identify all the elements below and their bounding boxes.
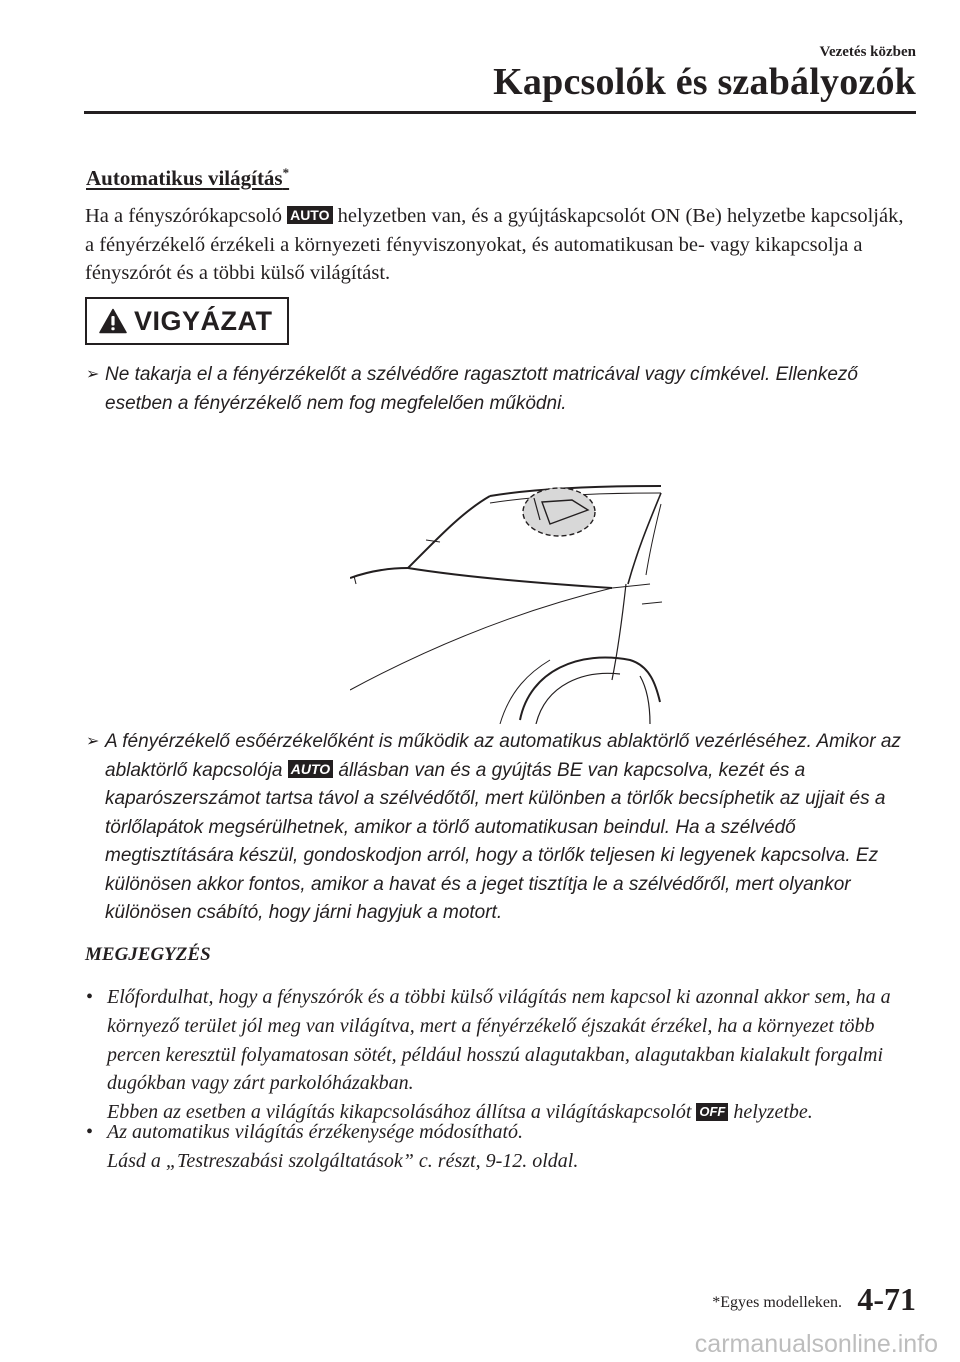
header-section: Vezetés közben (819, 44, 916, 60)
bullet: • (86, 986, 94, 1008)
caution-item (86, 361, 916, 418)
windshield-sensor-illustration (350, 480, 666, 724)
caution-text-start: A fényérzékelő esőérzékelőként is működik az automatikus ablaktörlő vezérléséhez. Amikor az ablaktörlő kapcsolója (105, 731, 901, 781)
page-number: 4-71 (857, 1281, 916, 1317)
page-title: Kapcsolók és szabályozók (493, 61, 916, 103)
note-text-2: Lásd a „Testreszabási szolgáltatások” c. részt, 9-12. oldal. (107, 1149, 579, 1172)
note-item (86, 1118, 916, 1176)
arrow-right-icon: ➢ (86, 366, 100, 383)
note-text-2-end: helyzetbe. (728, 1101, 813, 1124)
caution-item-text (105, 728, 916, 928)
note-heading: MEGJEGYZÉS (85, 944, 211, 965)
note-text: Az automatikus világítás érzékenysége módosítható. (107, 1121, 524, 1143)
note-item-text (107, 1118, 916, 1176)
intro-paragraph (85, 202, 915, 288)
caution-text-end: állásban van és a gyújtás BE van kapcsolva, kezét és a kaparószerszámot tartsa távol a szélvédőtől, mert különben a törlők becsíphetik az ujjait és a törlőlapátok megsérülhetnek, amikor a törlő automatikusan beindul. Ha a szélvédő megtisztítására készül, gondoskodjon arról, hogy a törlők teljesen ki legyenek kapcsolva. Ez különösen akkor fontos, amikor a havat és a jeget tisztítja le a szélvédőről, mert olyankor különösen csábító, hogy járni hagyjuk a motort. (105, 759, 886, 923)
note-item-text (107, 983, 916, 1127)
bullet: • (86, 1121, 94, 1143)
note-text: Előfordulhat, hogy a fényszórók és a többi külső világítás nem kapcsol ki azonnal akkor sem, ha a környező terület jól meg van világítva, mert a fényérzékelő éjszakát érzékel, ha a környezet több percen keresztül folyamatosan sötét, például hosszú alagutakban, alagutakban kialakult forgalmi dugókban vagy zárt parkolóházakban. (107, 986, 891, 1095)
caution-item-text: Ne takarja el a fényérzékelőt a szélvédőre ragasztott matricával vagy címkével. Ellenkező esetben a fényérzékelő nem fog megfelelően működni. (105, 364, 858, 414)
caution-box (85, 297, 289, 345)
warning-triangle-icon (99, 308, 127, 334)
caution-label: VIGYÁZAT (134, 306, 273, 336)
footnote-mark: * (282, 165, 290, 180)
section-title (86, 165, 289, 191)
footnote: *Egyes modelleken. (712, 1294, 842, 1311)
caution-item (86, 728, 916, 928)
arrow-right-icon: ➢ (86, 733, 100, 750)
note-item (86, 983, 916, 1127)
header-rule (84, 111, 916, 114)
intro-text-start: Ha a fényszórókapcsoló (85, 205, 288, 227)
auto-key-label: AUTO (288, 760, 333, 778)
watermark: carmanualsonline.info (694, 1330, 938, 1358)
note-text-2-start: Ebben az esetben a világítás kikapcsolásához állítsa a világításkapcsolót (107, 1101, 697, 1124)
section-title-text: Automatikus világítás (86, 166, 283, 190)
auto-key-label: AUTO (287, 206, 332, 224)
off-key-label: OFF (696, 1103, 728, 1121)
intro-text-end: helyzetben van, és a gyújtáskapcsolót ON (Be) helyzetbe kapcsolják, a fényérzékelő érzékeli a környezeti fényviszonyokat, és automatikusan be- vagy kikapcsolja a fényszórót és a többi külső világítást. (85, 205, 904, 284)
